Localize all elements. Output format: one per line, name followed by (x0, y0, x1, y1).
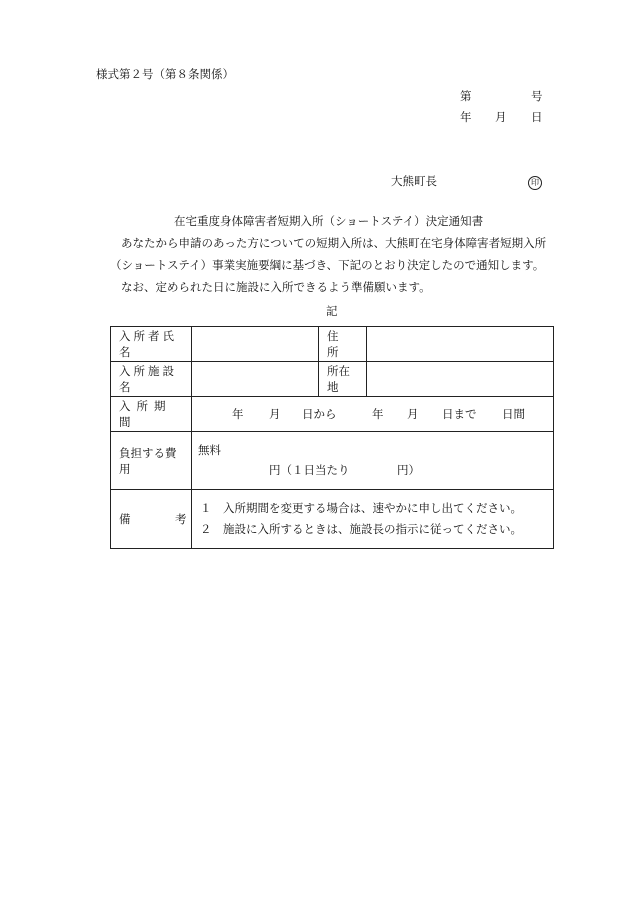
period-from-day: 日から (302, 407, 337, 421)
cost-label: 負担する費用 (119, 445, 177, 476)
address-label: 住 所 (327, 329, 350, 359)
body-line-1: あなたから申請のあった方についての短期入所は、大熊町在宅身体障害者短期入所 (121, 236, 547, 250)
ki-heading: 記 (326, 304, 338, 318)
period-from-year: 年 (232, 407, 244, 421)
body-line-3: なお、定められた日に施設に入所できるよう準備願います。 (121, 280, 431, 294)
location-label: 所在地 (327, 364, 350, 394)
body-text (110, 232, 570, 298)
period-to-month: 月 (407, 407, 419, 421)
table-row (111, 327, 554, 362)
cost-yen-close: 円） (397, 463, 420, 477)
name-label: 入所者氏名 (119, 329, 177, 359)
address-value (367, 327, 554, 362)
table-row (111, 362, 554, 397)
remark-1: １ 入所期間を変更する場合は、速やかに申し出てください。 (200, 501, 522, 515)
cost-yen: 円（１日当たり (269, 463, 350, 477)
seal-mark (528, 174, 542, 190)
cost-value (192, 432, 554, 490)
document-title: 在宅重度身体障害者短期入所（ショートステイ）決定通知書 (174, 214, 484, 228)
period-value (192, 397, 554, 432)
period-to-year: 年 (372, 407, 384, 421)
table-row (111, 432, 554, 490)
issuer-name: 大熊町長 (391, 174, 437, 188)
body-line-2: （ショートステイ）事業実施要綱に基づき、下記のとおり決定したので通知します。 (110, 258, 545, 272)
decision-table (110, 326, 554, 549)
facility-value (192, 362, 319, 397)
doc-number-suffix: 号 (531, 89, 543, 103)
remarks-label (111, 490, 192, 549)
doc-number-prefix: 第 (460, 89, 472, 103)
table-row (111, 490, 554, 549)
table-row (111, 397, 554, 432)
date-month: 月 (495, 110, 507, 124)
form-number: 様式第２号（第８条関係） (96, 67, 234, 81)
remark-2: ２ 施設に入所するときは、施設長の指示に従ってください。 (200, 522, 522, 536)
remarks-label-1: 備 (119, 512, 131, 526)
remarks-label-2: 考 (175, 512, 187, 526)
date-day: 日 (531, 110, 543, 124)
period-to-day: 日まで (442, 407, 477, 421)
cost-free: 無料 (198, 443, 221, 457)
name-value (192, 327, 319, 362)
seal-icon: 印 (528, 176, 542, 190)
location-value (367, 362, 554, 397)
date-year: 年 (460, 110, 472, 124)
period-days: 日間 (502, 407, 525, 421)
remarks-value (192, 490, 554, 549)
period-from-month: 月 (269, 407, 281, 421)
period-label: 入所期間 (119, 399, 172, 429)
facility-label: 入所施設名 (119, 364, 177, 394)
